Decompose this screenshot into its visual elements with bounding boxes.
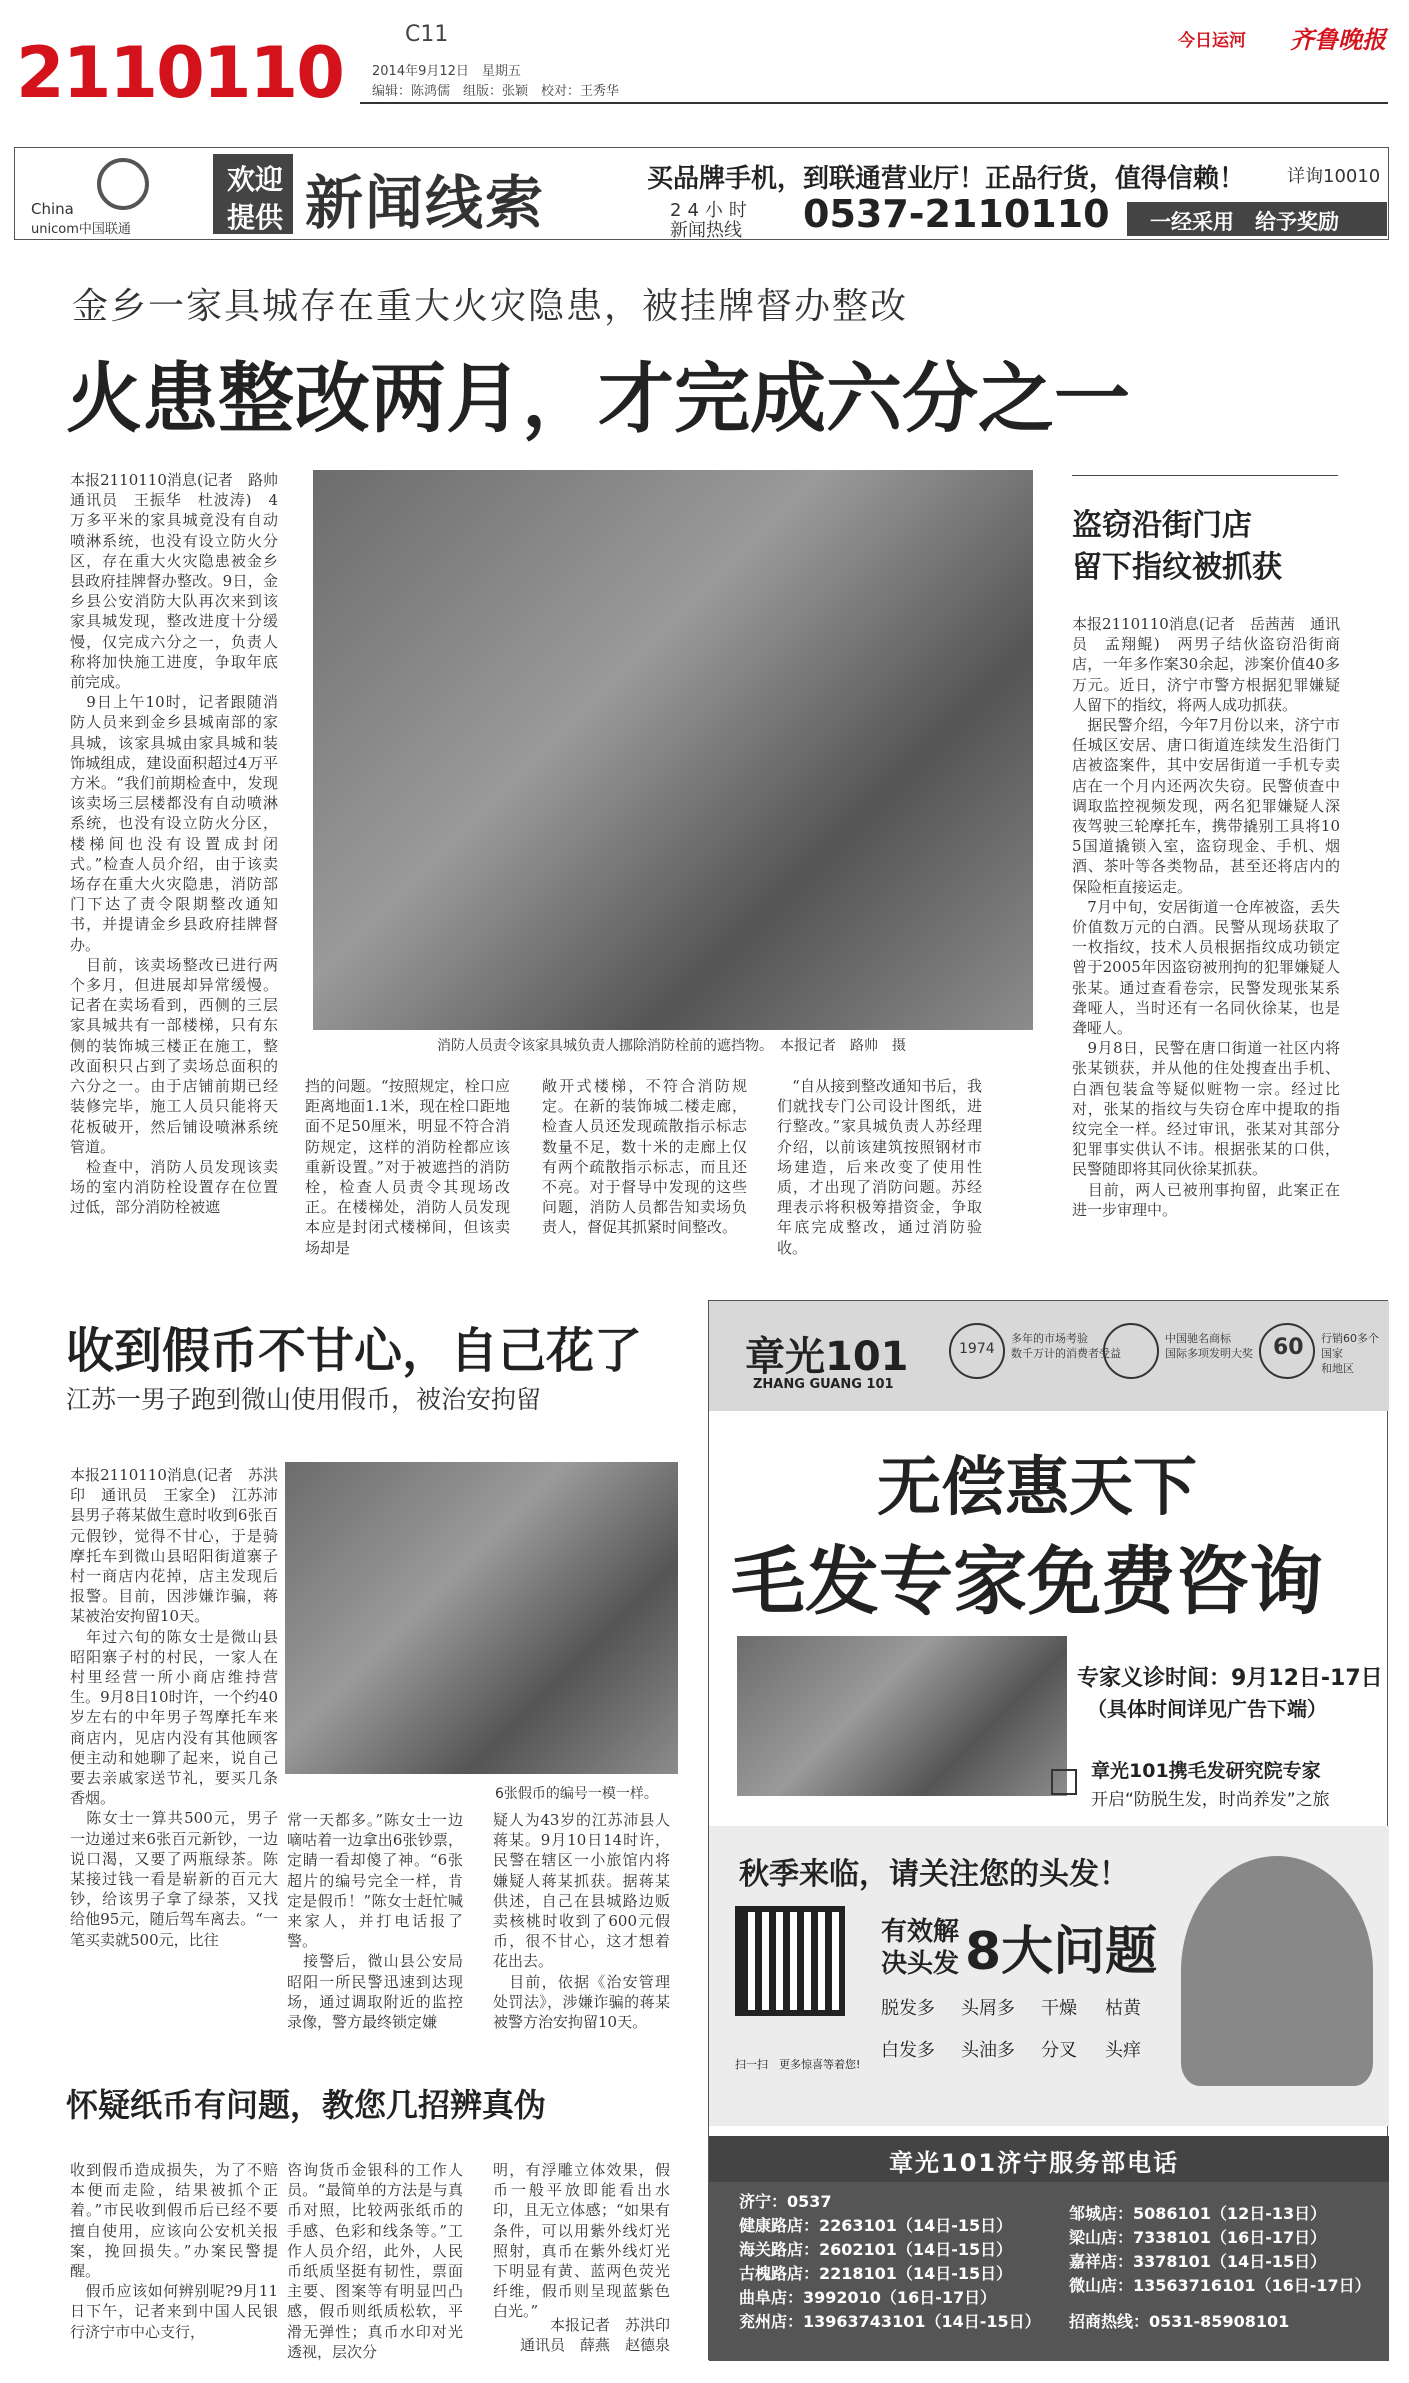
story2-top-rule	[1072, 475, 1338, 476]
problem-item-7: 分叉	[1041, 2040, 1077, 2061]
badge-1974-text: 1974	[959, 1341, 995, 1357]
problem-item-8: 头痒	[1105, 2040, 1141, 2061]
story1-col3: 敞开式楼梯，不符合消防规定。在新的装饰城二楼走廊，检查人员还发现疏散指示标志数量不足，数十米的走廊上仅有两个疏散指示标志，而且还不亮。对于督导中发现的这些问题，消防人员都告知卖场负责人，督促其抓紧时间整改。	[542, 1077, 747, 1237]
unicom-cn-label: unicom中国联通	[31, 222, 131, 237]
hours-label: 24小时	[670, 200, 753, 221]
service-title: 章光101济宁服务部电话	[889, 2149, 1180, 2177]
store-right-3: 嘉祥店：3378101（14日-15日）	[1069, 2252, 1327, 2271]
ad-tag3: 行销60多个国家 和地区	[1321, 1332, 1379, 1375]
store-left-4: 古槐路店：2218101（14日-15日）	[739, 2264, 1013, 2283]
story4-byline: 本报记者 苏洪印 通讯员 薛燕 赵德泉	[519, 2316, 670, 2355]
hotline-label: 新闻热线	[670, 220, 742, 241]
badge-60-text: 60	[1273, 1335, 1304, 1360]
effect-text-2: 决头发	[881, 1949, 960, 1979]
ad-time-note: （具体时间详见广告下端）	[1087, 1697, 1327, 1721]
unicom-knot-icon	[97, 158, 149, 210]
story3-col1: 本报2110110消息(记者 苏洪印 通讯员 王家全) 江苏沛县男子蒋某做生意时收到6张百元假钞，觉得不甘心，于是骑摩托车到微山县昭阳街道寨子村一商店内花掉，店主发现后报警。目前，因涉嫌诈骗，蒋某被治安拘留10天。 年过六旬的陈女士是微山县昭阳寨子村的村民，一家人在村里经营一所小商店维持营生。9月8日10时许，一个约40岁左右的中年男子驾摩托车来商店内，见店内没有其他顾客便主动和她聊了起来，说自己要去亲戚家送节礼，要买几条香烟。 陈女士一算共500元，男子一边递过来6张百元新钞，一边说口渴，又要了两瓶绿茶。陈某接过钱一看是崭新的百元大钞，给该男子拿了绿茶，又找给他95元，随后驾车离去。“一笔买卖就500元，比往	[70, 1466, 278, 1949]
unicom-banner	[14, 147, 1389, 240]
store-right-4: 微山店：13563716101（16日-17日）	[1069, 2276, 1371, 2295]
store-left-5: 曲阜店：3992010（16日-17日）	[739, 2288, 997, 2307]
story3-caption: 6张假币的编号一模一样。	[495, 1786, 658, 1802]
story3-col2: 常一天都多。”陈女士一边嘀咕着一边拿出6张钞票，定睛一看却傻了神。“6张超片的编号完全一样，肯定是假币！”陈女士赶忙喊来家人，并打电话报了警。 接警后，微山县公安局昭阳一所民警迅速到达现场，通过调取附近的监控录像，警方最终锁定嫌	[287, 1811, 463, 2032]
news-clue-title: 新闻线索	[305, 169, 546, 237]
story1-headline: 火患整改两月，才完成六分之一	[66, 354, 1130, 443]
store-left-6: 兖州店：13963743101（14日-15日）	[739, 2312, 1041, 2331]
ad-brand: 章光101	[745, 1334, 909, 1380]
story1-caption: 消防人员责令该家具城负责人挪除消防栓前的遮挡物。 本报记者 路帅 摄	[437, 1038, 906, 1054]
story2-headline: 盗窃沿街门店 留下指纹被抓获	[1072, 508, 1282, 585]
problem-item-1: 脱发多	[881, 1998, 935, 2019]
qr-note: 扫一扫 更多惊喜等着您!	[735, 2058, 861, 2071]
story4-col1: 收到假币造成损失，为了不赔本便而走险，结果被抓个正着。”市民收到假币后已经不要擅自使用，应该向公安机关报案，挽回损失。”办案民警提醒。 假币应该如何辨别呢?9月11日下午，记者来到中国人民银行济宁市中心支行，	[70, 2161, 278, 2341]
ad-headline-1: 无偿惠天下	[877, 1451, 1197, 1525]
ad-expert-sub: 开启“防脱生发，时尚养发”之旅	[1091, 1790, 1330, 1810]
problem-item-2: 头屑多	[961, 1998, 1015, 2019]
expert-group-photo	[737, 1636, 1067, 1796]
ad-tag1: 多年的市场考验 数千万计的消费者受益	[1011, 1332, 1121, 1360]
story1-col4: “自从接到整改通知书后，我们就找专门公司设计图纸，进行整改。”家具城负责人苏经理介绍，以前该建筑按照钢材市场建造，后来改变了使用性质，才出现了消防问题。苏经理表示将积极筹措资金，争取年底完成整改，通过消防验收。	[777, 1077, 982, 1257]
plus-icon	[1051, 1769, 1077, 1795]
ad-main-text: 买品牌手机，到联通营业厅！正品行货，值得信赖！	[647, 164, 1246, 194]
welcome-text: 欢迎	[227, 163, 284, 196]
hotline-number: 2110110	[16, 32, 343, 114]
effect-text-1: 有效解	[881, 1917, 960, 1947]
story4-col2: 咨询货币金银科的工作人员。“最简单的方法是与真币对照，比较两张纸币的手感、色彩和线条等。”工作人员介绍，此外，人民币纸质坚挺有韧性，票面主要、图案等有明显凹凸感，假币则纸质松软，平滑无弹性；真币水印对光透视，层次分	[287, 2161, 463, 2361]
unicom-en-label: China	[31, 200, 74, 218]
ad-tel: 详询10010	[1287, 166, 1381, 187]
problem-item-6: 头油多	[961, 2040, 1015, 2061]
story4-headline: 怀疑纸币有问题，教您几招辨真伪	[66, 2086, 547, 2124]
problem-item-4: 枯黄	[1105, 1998, 1141, 2019]
provide-text: 提供	[227, 201, 284, 234]
header-rule	[360, 102, 1388, 104]
store-left-2: 健康路店：2263101（14日-15日）	[739, 2216, 1013, 2235]
page-number: C11	[405, 22, 449, 47]
story1-col1: 本报2110110消息(记者 路帅 通讯员 王振华 杜波涛) 4万多平米的家具城竟没有自动喷淋系统，也没有设立防火分区，存在重大火灾隐患被金乡县政府挂牌督办整改。9日，金乡县公安消防大队再次来到该家具城发现，整改进度十分缓慢，仅完成六分之一，负责人称将加快施工进度，争取年底前完成。 9日上午10时，记者跟随消防人员来到金乡县城南部的家具城，该家具城由家具城和装饰城组成，建设面积超过4万平方米。“我们前期检查中，发现该卖场三层楼都没有自动喷淋系统，也没有设立防火分区，楼梯间也没有设置成封闭式。”检查人员介绍，由于该卖场存在重大火灾隐患，消防部门下达了责令限期整改通知书，并提请金乡县政府挂牌督办。 目前，该卖场整改已进行两个多月，但进展却异常缓慢。记者在卖场看到，西侧的三层家具城共有一部楼梯，只有东侧的装饰城三楼正在施工，整改面积只占到了卖场总面积的六分之一。由于店铺前期已经装修完毕，施工人员只能将天花板破开，然后铺设喷淋系统管道。 检查中，消防人员发现该卖场的室内消防栓设置存在位置过低，部分消防栓被遮	[70, 471, 278, 1217]
store-left-1: 济宁：0537	[739, 2192, 832, 2211]
ad-autumn: 秋季来临，请关注您的头发！	[739, 1857, 1129, 1892]
investment-hotline: 招商热线：0531-85908101	[1069, 2312, 1290, 2331]
slogan-text: 一经采用 给予奖励	[1150, 210, 1339, 234]
store-right-1: 邹城店：5086101（12日-13日）	[1069, 2204, 1327, 2223]
story3-headline: 收到假币不甘心，自己花了	[66, 1323, 643, 1379]
problem-item-5: 白发多	[881, 2040, 935, 2061]
store-left-3: 海关路店：2602101（14日-15日）	[739, 2240, 1013, 2259]
ad-time: 专家义诊时间：9月12日-17日	[1077, 1666, 1383, 1691]
story3-col3: 疑人为43岁的江苏沛县人蒋某。9月10日14时许，民警在辖区一小旅馆内将嫌疑人蒋某抓获。据蒋某供述，自己在县城路边贩卖核桃时收到了600元假币，很不甘心，这才想着花出去。 目前，依据《治安管理处罚法》，涉嫌诈骗的蒋某被警方治安拘留10天。	[493, 1811, 670, 2032]
drum-illustration	[1181, 1856, 1373, 2086]
brand-text: 今日运河	[1178, 31, 1246, 51]
eight-problems: 8大问题	[965, 1922, 1158, 1982]
story1-photo	[313, 470, 1033, 1030]
editors-line: 编辑：陈鸿儒 组版：张颖 校对：王秀华	[372, 84, 620, 99]
story2-body: 本报2110110消息(记者 岳茜茜 通讯员 孟翔鲲) 两男子结伙盗窃沿街商店，一年多作案30余起，涉案价值40多万元。近日，济宁市警方根据犯罪嫌疑人留下的指纹，将两人成功抓获。 据民警介绍，今年7月份以来，济宁市任城区安居、唐口街道连续发生沿街门店被盗案件，其中安居街道一手机专卖店在一个月内还两次失窃。民警侦查中调取监控视频发现，两名犯罪嫌疑人深夜驾驶三轮摩托车，携带撬别工具将105国道撬锁入室，盗窃现金、手机、烟酒、茶叶等各类物品，甚至还将店内的保险柜直接运走。 7月中旬，安居街道一仓库被盗，丢失价值数万元的白酒。民警从现场获取了一枚指纹，技术人员根据指纹成功锁定曾于2005年因盗窃被刑拘的犯罪嫌疑人张某。通过查看卷宗，民警发现张某系聋哑人，当时还有一名同伙徐某，也是聋哑人。 9月8日，民警在唐口街道一社区内将张某锁获，并从他的住处搜查出手机、白酒包装盒等疑似赃物一宗。经过比对，张某的指纹与失窃仓库中提取的指纹完全一样。经过审讯，张某对其部分犯罪事实供认不讳。根据张某的口供，民警随即将其同伙徐某抓获。 目前，两人已被刑事拘留，此案正在进一步审理中。	[1072, 615, 1340, 1219]
qr-code	[735, 1906, 845, 2016]
ad-brand-en: ZHANG GUANG 101	[753, 1377, 894, 1392]
story1-col2: 挡的问题。“按照规定，栓口应距离地面1.1米，现在栓口距地面不足50厘米，明显不符合消防规定，这样的消防栓都应该重新设置。”对于被遮挡的消防栓，检查人员责令其现场改正。在楼梯处，消防人员发现本应是封闭式楼梯间，但该卖场却是	[305, 1077, 510, 1257]
ad-expert: 章光101携毛发研究院专家	[1091, 1760, 1321, 1782]
banner-phone: 0537-2110110	[803, 192, 1110, 236]
issue-date: 2014年9月12日 星期五	[372, 64, 521, 79]
ad-box	[708, 1300, 1388, 2360]
store-right-2: 梁山店：7338101（16日-17日）	[1069, 2228, 1327, 2247]
problem-item-3: 干燥	[1041, 1998, 1077, 2019]
award-badge-101	[1103, 1323, 1159, 1379]
story1-kicker: 金乡一家具城存在重大火灾隐患，被挂牌督办整改	[72, 286, 909, 327]
brand-name	[1178, 26, 1246, 51]
ad-tag2: 中国驰名商标 国际多项发明大奖	[1165, 1332, 1253, 1360]
story3-photo	[285, 1462, 678, 1774]
ad-headline-2: 毛发专家免费咨询	[731, 1539, 1323, 1625]
story3-subheadline: 江苏一男子跑到微山使用假币，被治安拘留	[66, 1385, 542, 1414]
story4-col3: 明，有浮雕立体效果，假币一般平放即能看出水印，且无立体感；“如果有条件，可以用紫外线灯光照射，真币在紫外线灯光下明显有黄、蓝两色荧光纤维，假币则呈现蓝紫色白光。”	[493, 2161, 670, 2321]
newspaper-logo: 齐鲁晚报	[1290, 25, 1386, 54]
